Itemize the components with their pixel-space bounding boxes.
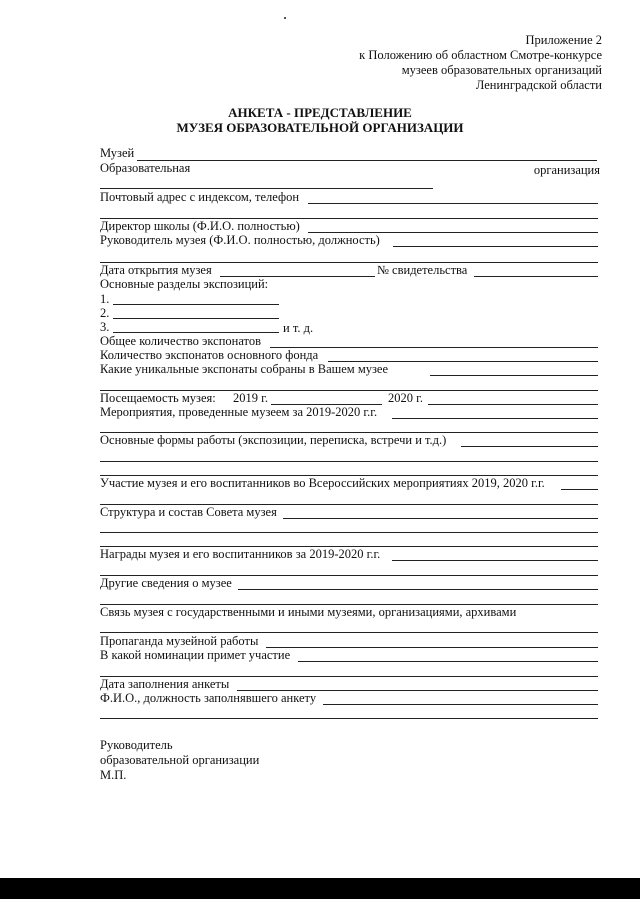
main-fund-label: Количество экспонатов основного фонда xyxy=(100,348,319,362)
section-item-1-label: 1. xyxy=(100,292,110,306)
museum-field-line[interactable] xyxy=(137,160,597,161)
relations-field-line[interactable] xyxy=(100,632,598,633)
other-info-field-line[interactable] xyxy=(238,589,598,590)
nomination-field-line[interactable] xyxy=(298,661,598,662)
council-field-line[interactable] xyxy=(283,518,598,519)
section-item-1-line[interactable] xyxy=(113,304,279,305)
scan-bottom-edge xyxy=(0,878,640,899)
year-2020-label: 2020 г. xyxy=(388,391,423,405)
work-forms-field-line-2[interactable] xyxy=(100,461,598,462)
certificate-field-line[interactable] xyxy=(474,276,598,277)
appendix-label: Приложение 2 xyxy=(525,33,602,47)
events-label: Мероприятия, проведенные музеем за 2019-2020 г.г. xyxy=(100,405,378,419)
nomination-label: В какой номинации примет участие xyxy=(100,648,291,662)
appendix-line-2: музеев образовательных организаций xyxy=(401,63,602,77)
events-field-line[interactable] xyxy=(392,418,598,419)
unique-exhibits-field-line[interactable] xyxy=(430,375,598,376)
awards-label: Награды музея и его воспитанников за 2019-2020 г.г. xyxy=(100,547,381,561)
filler-label: Ф.И.О., должность заполнявшего анкету xyxy=(100,691,317,705)
council-label: Структура и состав Совета музея xyxy=(100,505,277,519)
form-title-line-1: АНКЕТА - ПРЕДСТАВЛЕНИЕ xyxy=(228,105,412,120)
work-forms-label: Основные формы работы (экспозиции, переписка, встречи и т.д.) xyxy=(100,433,447,447)
opening-date-label: Дата открытия музея xyxy=(100,263,212,277)
scan-speck xyxy=(284,17,286,19)
stamp-place-label: М.П. xyxy=(100,768,127,782)
appendix-line-1: к Положению об областном Смотре-конкурсе xyxy=(359,48,602,62)
signature-head-label: Руководитель xyxy=(100,738,173,752)
director-label: Директор школы (Ф.И.О. полностью) xyxy=(100,219,300,233)
year-2019-label: 2019 г. xyxy=(233,391,268,405)
form-title-line-2: МУЗЕЯ ОБРАЗОВАТЕЛЬНОЙ ОРГАНИЗАЦИИ xyxy=(176,120,464,135)
total-exhibits-label: Общее количество экспонатов xyxy=(100,334,262,348)
sections-label: Основные разделы экспозиций: xyxy=(100,277,269,291)
section-item-2-label: 2. xyxy=(100,306,110,320)
museum-head-field-line[interactable] xyxy=(393,246,598,247)
signature-org-label: образовательной организации xyxy=(100,753,260,767)
organization-label: организация xyxy=(533,163,600,177)
propaganda-label: Пропаганда музейной работы xyxy=(100,634,259,648)
participation-label: Участие музея и его воспитанников во Всероссийских мероприятиях 2019, 2020 г.г. xyxy=(100,476,545,490)
propaganda-field-line[interactable] xyxy=(266,647,598,648)
work-forms-field-line[interactable] xyxy=(461,446,598,447)
organization-field-line[interactable] xyxy=(100,188,433,189)
section-item-3-line[interactable] xyxy=(113,332,279,333)
filler-field-line-2[interactable] xyxy=(100,718,598,719)
year-2020-field-line[interactable] xyxy=(428,404,598,405)
educational-label: Образовательная xyxy=(100,161,191,175)
appendix-line-3: Ленинградской области xyxy=(475,78,602,92)
postal-label: Почтовый адрес с индексом, телефон xyxy=(100,190,300,204)
other-info-label: Другие сведения о музее xyxy=(100,576,232,590)
section-item-2-line[interactable] xyxy=(113,318,279,319)
attendance-label: Посещаемость музея: xyxy=(100,391,216,405)
council-field-line-2[interactable] xyxy=(100,532,598,533)
unique-exhibits-label: Какие уникальные экспонаты собраны в Вашем музее xyxy=(100,362,389,376)
total-exhibits-field-line[interactable] xyxy=(270,347,598,348)
certificate-label: № свидетельства xyxy=(377,263,468,277)
postal-field-line[interactable] xyxy=(308,203,598,204)
awards-field-line[interactable] xyxy=(392,560,598,561)
section-item-3-label: 3. xyxy=(100,320,110,334)
museum-label: Музей xyxy=(100,146,135,160)
relations-label: Связь музея с государственными и иными музеями, организациями, архивами xyxy=(100,605,517,619)
etc-label: и т. д. xyxy=(283,321,314,335)
participation-field-line[interactable] xyxy=(561,489,598,490)
museum-head-label: Руководитель музея (Ф.И.О. полностью, должность) xyxy=(100,233,380,247)
filler-field-line[interactable] xyxy=(323,704,598,705)
fill-date-label: Дата заполнения анкеты xyxy=(100,677,230,691)
